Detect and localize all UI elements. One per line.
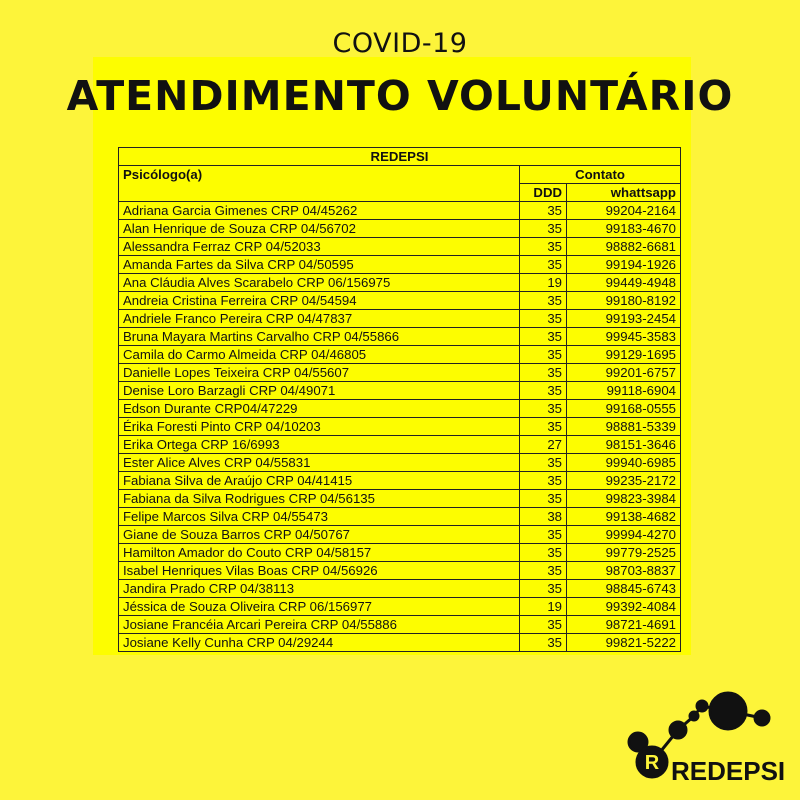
table-row [119,328,681,346]
ddd-code: 27 [520,436,567,454]
whatsapp-number: 99821-5222 [567,634,681,652]
whatsapp-number: 99193-2454 [567,310,681,328]
psychologist-name: Fabiana Silva de Araújo CRP 04/41415 [119,472,520,490]
table-row [119,616,681,634]
column-header-name: Psicólogo(a) [119,166,520,202]
psychologist-name: Felipe Marcos Silva CRP 04/55473 [119,508,520,526]
whatsapp-number: 99138-4682 [567,508,681,526]
table-row [119,382,681,400]
ddd-code: 35 [520,418,567,436]
ddd-code: 35 [520,328,567,346]
whatsapp-number: 99204-2164 [567,202,681,220]
psychologist-name: Bruna Mayara Martins Carvalho CRP 04/55866 [119,328,520,346]
psychologist-name: Erika Ortega CRP 16/6993 [119,436,520,454]
table-row [119,598,681,616]
psychologist-name: Adriana Garcia Gimenes CRP 04/45262 [119,202,520,220]
table-row [119,238,681,256]
ddd-code: 35 [520,580,567,598]
psychologist-name: Danielle Lopes Teixeira CRP 04/55607 [119,364,520,382]
psychologist-name: Jéssica de Souza Oliveira CRP 06/156977 [119,598,520,616]
psychologist-name: Josiane Kelly Cunha CRP 04/29244 [119,634,520,652]
table-row [119,436,681,454]
ddd-code: 35 [520,238,567,256]
table-row [119,202,681,220]
ddd-code: 35 [520,310,567,328]
whatsapp-number: 99945-3583 [567,328,681,346]
ddd-code: 35 [520,562,567,580]
whatsapp-number: 98882-6681 [567,238,681,256]
ddd-code: 35 [520,544,567,562]
psychologist-name: Josiane Francéia Arcari Pereira CRP 04/55886 [119,616,520,634]
table-row [119,418,681,436]
table-row [119,220,681,238]
volunteer-table [118,147,681,652]
table-row [119,274,681,292]
psychologist-name: Alan Henrique de Souza CRP 04/56702 [119,220,520,238]
table-row [119,472,681,490]
table-row [119,256,681,274]
ddd-code: 35 [520,616,567,634]
ddd-code: 35 [520,346,567,364]
redepsi-logo [610,680,800,795]
psychologist-name: Giane de Souza Barros CRP 04/50767 [119,526,520,544]
table-row [119,544,681,562]
ddd-code: 35 [520,382,567,400]
whatsapp-number: 99449-4948 [567,274,681,292]
whatsapp-number: 99940-6985 [567,454,681,472]
whatsapp-number: 98151-3646 [567,436,681,454]
ddd-code: 35 [520,256,567,274]
table-caption: REDEPSI [119,148,681,166]
ddd-code: 19 [520,274,567,292]
psychologist-name: Ester Alice Alves CRP 04/55831 [119,454,520,472]
table-row [119,364,681,382]
psychologist-name: Andreia Cristina Ferreira CRP 04/54594 [119,292,520,310]
column-header-ddd: DDD [520,184,567,202]
table-header-row [119,166,681,184]
ddd-code: 35 [520,634,567,652]
ddd-code: 35 [520,454,567,472]
table-row [119,634,681,652]
ddd-code: 19 [520,598,567,616]
psychologist-name: Alessandra Ferraz CRP 04/52033 [119,238,520,256]
psychologist-name: Ana Cláudia Alves Scarabelo CRP 06/156975 [119,274,520,292]
whatsapp-number: 98721-4691 [567,616,681,634]
whatsapp-number: 99118-6904 [567,382,681,400]
psychologist-name: Isabel Henriques Vilas Boas CRP 04/56926 [119,562,520,580]
psychologist-name: Amanda Fartes da Silva CRP 04/50595 [119,256,520,274]
svg-text:R: R [644,752,660,774]
whatsapp-number: 99392-4084 [567,598,681,616]
table-row [119,580,681,598]
psychologist-name: Edson Durante CRP04/47229 [119,400,520,418]
psychologist-name: Fabiana da Silva Rodrigues CRP 04/56135 [119,490,520,508]
psychologist-name: Hamilton Amador do Couto CRP 04/58157 [119,544,520,562]
table-row [119,400,681,418]
column-header-contact: Contato [520,166,681,184]
whatsapp-number: 99823-3984 [567,490,681,508]
table-row [119,526,681,544]
ddd-code: 38 [520,508,567,526]
ddd-code: 35 [520,202,567,220]
ddd-code: 35 [520,526,567,544]
table-caption-row [119,148,681,166]
ddd-code: 35 [520,292,567,310]
ddd-code: 35 [520,472,567,490]
ddd-code: 35 [520,364,567,382]
table-row [119,454,681,472]
psychologist-name: Denise Loro Barzagli CRP 04/49071 [119,382,520,400]
whatsapp-number: 99235-2172 [567,472,681,490]
psychologist-name: Camila do Carmo Almeida CRP 04/46805 [119,346,520,364]
whatsapp-number: 98881-5339 [567,418,681,436]
whatsapp-number: 99129-1695 [567,346,681,364]
whatsapp-number: 99180-8192 [567,292,681,310]
psychologist-name: Jandira Prado CRP 04/38113 [119,580,520,598]
whatsapp-number: 99183-4670 [567,220,681,238]
ddd-code: 35 [520,220,567,238]
column-header-phone: whattsapp [567,184,681,202]
ddd-code: 35 [520,400,567,418]
table-row [119,508,681,526]
table-row [119,490,681,508]
whatsapp-number: 98845-6743 [567,580,681,598]
logo-text: REDEPSI [671,756,786,786]
table-row [119,562,681,580]
table-row [119,310,681,328]
ddd-code: 35 [520,490,567,508]
whatsapp-number: 99168-0555 [567,400,681,418]
table-row [119,292,681,310]
whatsapp-number: 99194-1926 [567,256,681,274]
psychologist-name: Andriele Franco Pereira CRP 04/47837 [119,310,520,328]
psychologist-name: Érika Foresti Pinto CRP 04/10203 [119,418,520,436]
page-title: ATENDIMENTO VOLUNTÁRIO [66,72,734,120]
whatsapp-number: 99779-2525 [567,544,681,562]
whatsapp-number: 98703-8837 [567,562,681,580]
page-kicker: COVID-19 [332,28,468,59]
whatsapp-number: 99201-6757 [567,364,681,382]
whatsapp-number: 99994-4270 [567,526,681,544]
table-row [119,346,681,364]
